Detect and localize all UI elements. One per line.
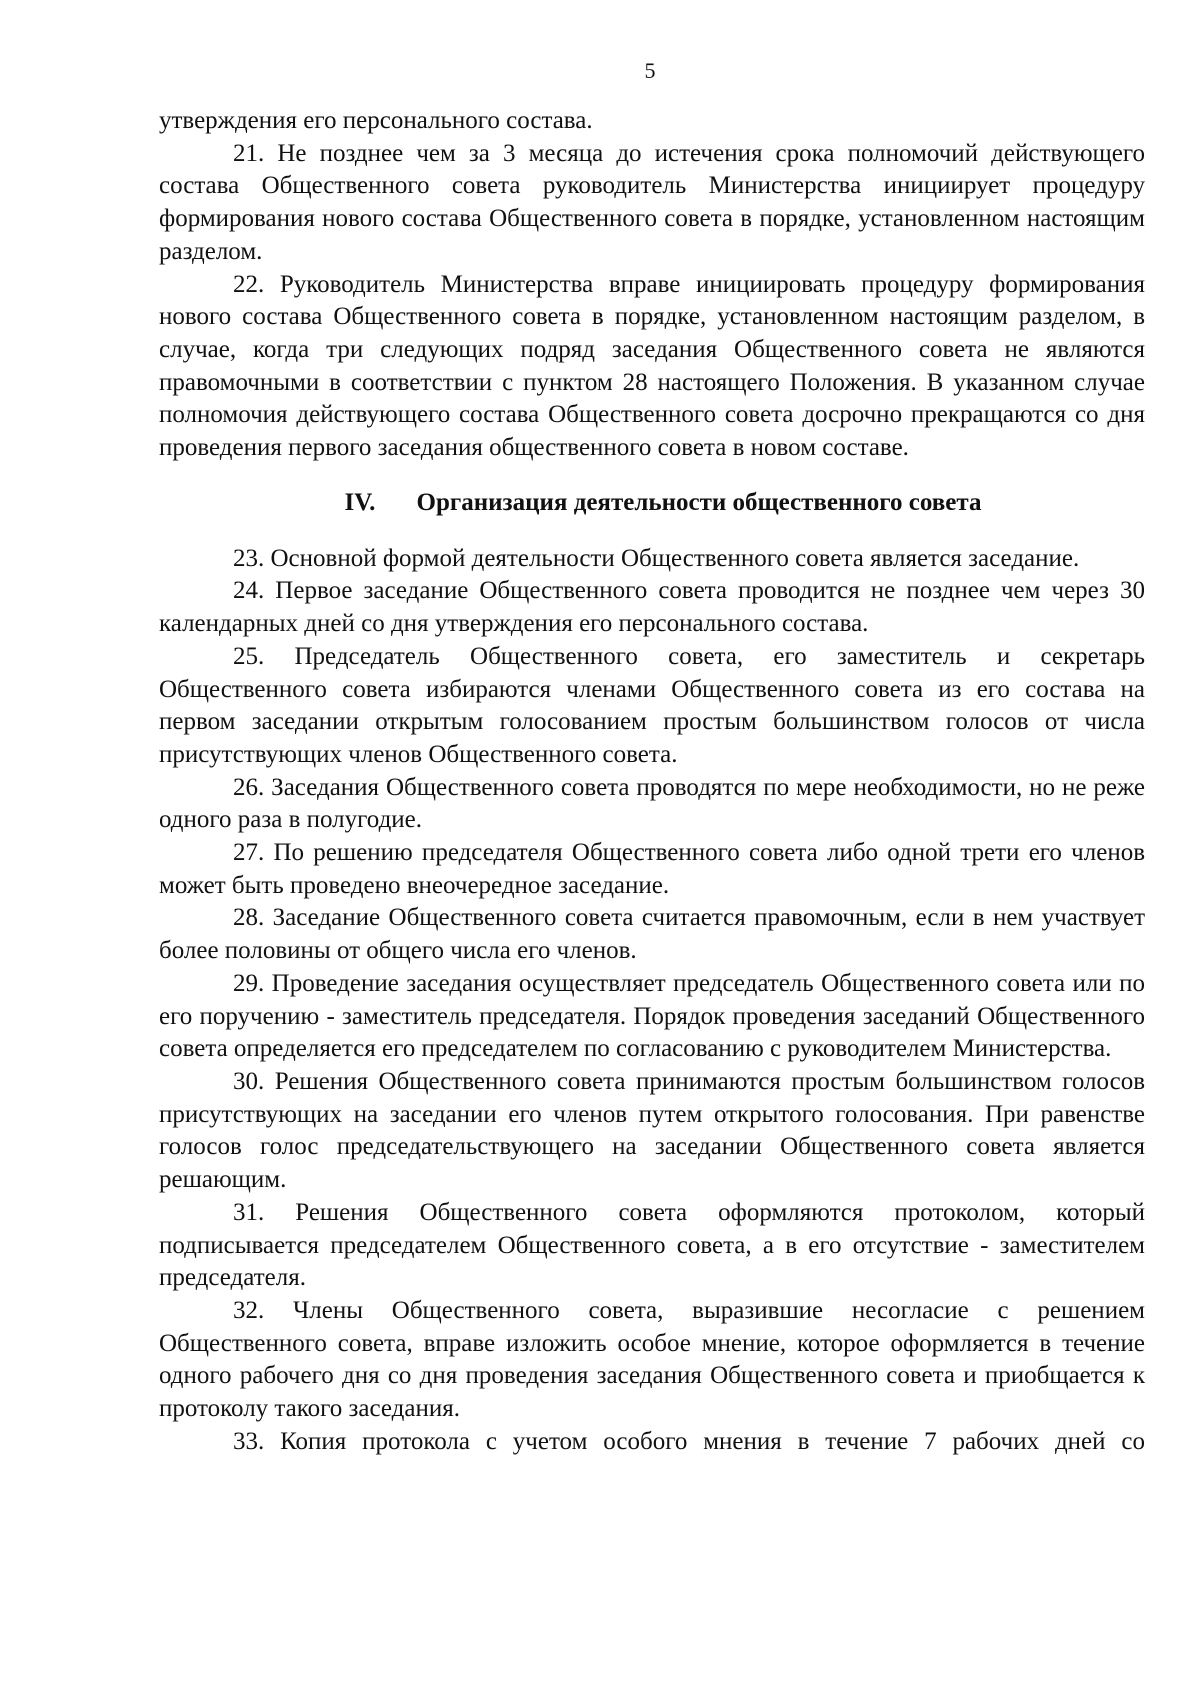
paragraph-27: 27. По решению председателя Общественного совета либо одной трети его членов может быть проведено внеочередное заседание.	[159, 839, 1145, 899]
paragraph-33: 33. Копия протокола с учетом особого мнения в течение 7 рабочих дней со	[233, 1427, 1145, 1455]
page-number: 5	[644, 58, 656, 83]
section-heading	[159, 487, 1145, 519]
paragraph-30: 30. Решения Общественного совета принимаются простым большинством голосов присутствующих на заседании его членов путем открытого голосования. При равенстве голосов голос председательствующего на заседании Общественного совета является решающим.	[159, 1067, 1145, 1194]
section-number: IV.	[344, 488, 376, 516]
paragraph-28: 28. Заседание Общественного совета считается правомочным, если в нем участвует более половины от общего числа его членов.	[159, 904, 1145, 965]
paragraph-26: 26. Заседания Общественного совета проводятся по мере необходимости, но не реже одного раза в полугодие.	[159, 773, 1145, 834]
paragraph-23: 23. Основной формой деятельности Общественного совета является заседание.	[233, 544, 1080, 572]
paragraph-31: 31. Решения Общественного совета оформляются протоколом, который подписывается председателем Общественного совета, а в его отсутствие - заместителем председателя.	[159, 1198, 1145, 1292]
paragraph-21: 21. Не позднее чем за 3 месяца до истечения срока полномочий действующего состава Общественного совета руководитель Министерства инициирует процедуру формирования нового состава Общественного совета в порядке, установленном настоящим разделом.	[159, 139, 1145, 265]
paragraph-25: 25. Председатель Общественного совета, его заместитель и секретарь Общественного совета избираются членами Общественного совета из его состава на первом заседании открытым голосованием простым большинством голосов от числа присутствующих членов Общественного совета.	[159, 642, 1145, 768]
document-body	[159, 105, 1145, 1458]
section-title: Организация деятельности общественного совета	[416, 488, 982, 516]
paragraph-continuation: утверждения его персонального состава.	[159, 107, 593, 134]
paragraph-29: 29. Проведение заседания осуществляет председатель Общественного совета или по его поручению - заместитель председателя. Порядок проведения заседаний Общественного совета определяется его председателем по согласованию с руководителем Министерства.	[159, 969, 1145, 1063]
paragraph-24: 24. Первое заседание Общественного совета проводится не позднее чем через 30 календарных дней со дня утверждения его персонального состава.	[159, 577, 1145, 638]
paragraph-22: 22. Руководитель Министерства вправе инициировать процедуру формирования нового состава Общественного совета в порядке, установленном настоящим разделом, в случае, когда три следующих подряд заседания Общественного совета не являются правомочными в соответствии с пунктом 28 настоящего Положения. В указанном случае полномочия действующего состава Общественного совета досрочно прекращаются со дня проведения первого заседания общественного совета в новом составе.	[159, 270, 1145, 462]
paragraph-32: 32. Члены Общественного совета, выразившие несогласие с решением Общественного совета, вправе изложить особое мнение, которое оформляется в течение одного рабочего дня со дня проведения заседания Общественного совета и приобщается к протоколу такого заседания.	[159, 1296, 1145, 1423]
